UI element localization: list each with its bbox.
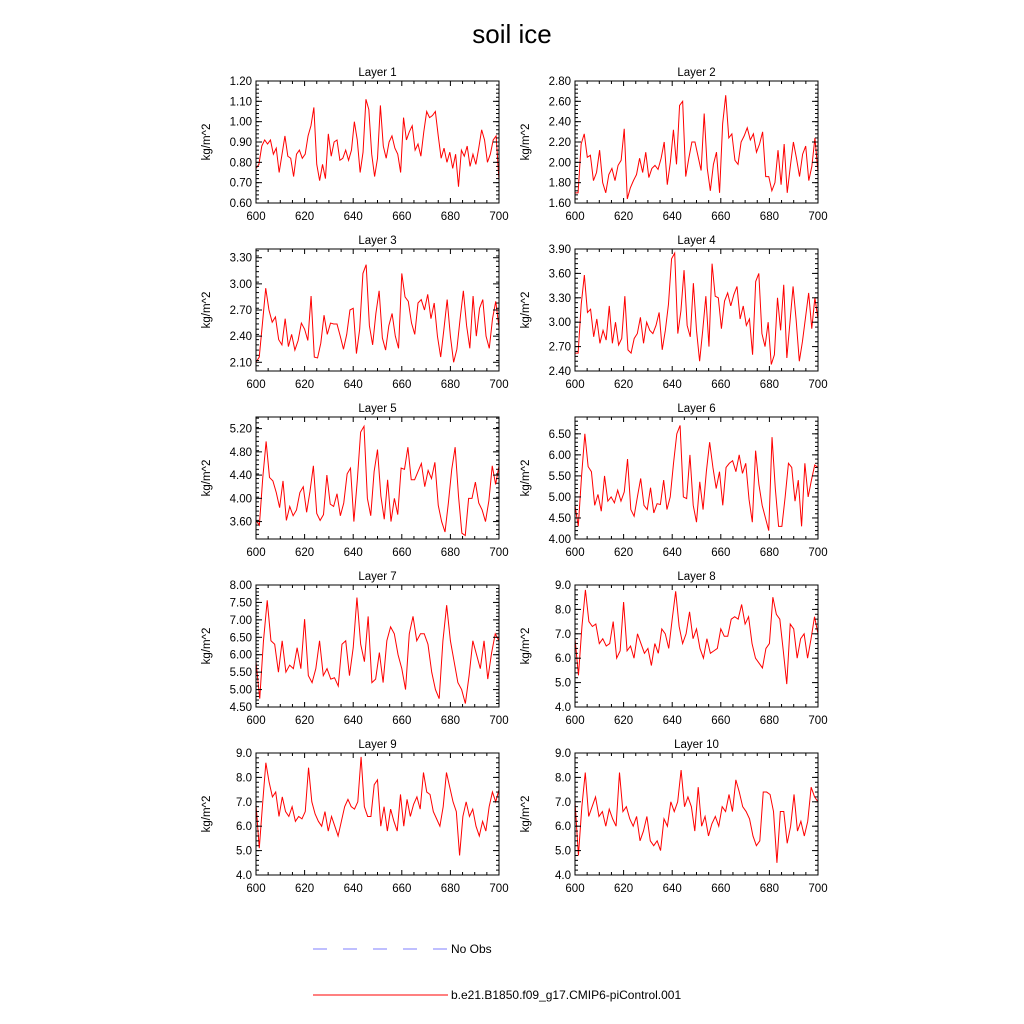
- panel-grid: [201, 67, 828, 895]
- y-tick-label: 1.60: [548, 198, 571, 210]
- y-tick-label: 2.40: [548, 366, 571, 378]
- y-axis-label: kg/m^2: [520, 123, 532, 161]
- y-tick-label: 2.60: [548, 96, 571, 109]
- y-tick-label: 7.0: [555, 628, 571, 641]
- panel-title: Layer 1: [358, 67, 397, 79]
- y-tick-label: 6.00: [548, 449, 571, 462]
- y-tick-label: 3.30: [548, 292, 571, 305]
- y-tick-label: 5.00: [229, 684, 252, 697]
- x-tick-label: 600: [565, 547, 585, 559]
- plot-frame: [256, 81, 499, 203]
- y-tick-label: 3.30: [229, 252, 252, 265]
- x-tick-label: 640: [343, 883, 363, 895]
- x-tick-label: 700: [489, 547, 509, 559]
- x-tick-label: 600: [565, 883, 585, 895]
- series-line: [256, 598, 499, 704]
- plot-frame: [256, 417, 499, 539]
- x-tick-label: 680: [440, 883, 460, 895]
- y-axis-label: kg/m^2: [520, 291, 532, 329]
- x-tick-label: 660: [392, 211, 412, 223]
- legend: [313, 942, 681, 1002]
- x-tick-label: 680: [759, 547, 779, 559]
- y-tick-label: 2.40: [548, 116, 571, 129]
- x-tick-label: 640: [662, 715, 682, 727]
- y-tick-label: 2.10: [229, 357, 252, 370]
- y-axis-label: kg/m^2: [520, 627, 532, 665]
- y-axis-label: kg/m^2: [201, 795, 213, 833]
- y-tick-label: 7.0: [555, 796, 571, 809]
- x-tick-label: 700: [489, 883, 509, 895]
- y-tick-label: 7.00: [229, 614, 252, 627]
- y-tick-label: 0.80: [229, 157, 252, 170]
- y-tick-label: 2.00: [548, 157, 571, 170]
- y-tick-label: 6.0: [555, 821, 571, 834]
- x-tick-label: 640: [662, 883, 682, 895]
- x-tick-label: 600: [565, 211, 585, 223]
- plot-frame: [256, 753, 499, 875]
- x-tick-label: 680: [759, 715, 779, 727]
- y-tick-label: 6.0: [236, 821, 252, 834]
- panel-title: Layer 4: [677, 235, 716, 247]
- x-tick-label: 620: [614, 883, 634, 895]
- y-tick-label: 7.50: [229, 597, 252, 610]
- x-tick-label: 680: [440, 547, 460, 559]
- series-line: [575, 95, 818, 199]
- x-tick-label: 660: [392, 715, 412, 727]
- y-tick-label: 3.00: [548, 317, 571, 330]
- plot-frame: [256, 249, 499, 371]
- x-tick-label: 680: [440, 715, 460, 727]
- y-tick-label: 4.00: [548, 534, 571, 546]
- y-tick-label: 3.60: [229, 516, 252, 529]
- x-tick-label: 680: [759, 379, 779, 391]
- panel-3: [201, 235, 509, 391]
- y-tick-label: 4.50: [548, 512, 571, 525]
- y-tick-label: 2.20: [548, 137, 571, 149]
- x-tick-label: 660: [392, 547, 412, 559]
- panel-title: Layer 7: [358, 571, 397, 583]
- y-tick-label: 2.80: [548, 76, 571, 88]
- y-tick-label: 8.0: [236, 772, 252, 785]
- y-tick-label: 3.90: [548, 244, 571, 256]
- legend-label: b.e21.B1850.f09_g17.CMIP6-piControl.001: [451, 988, 682, 1002]
- x-tick-label: 700: [489, 379, 509, 391]
- x-tick-label: 640: [662, 379, 682, 391]
- y-tick-label: 5.50: [548, 470, 571, 483]
- y-tick-label: 0.70: [229, 177, 252, 190]
- x-tick-label: 680: [759, 211, 779, 223]
- x-tick-label: 600: [246, 379, 266, 391]
- y-tick-label: 1.20: [229, 76, 252, 88]
- x-tick-label: 700: [489, 211, 509, 223]
- panel-title: Layer 5: [358, 403, 397, 415]
- y-tick-label: 1.00: [229, 116, 252, 129]
- panel-6: [520, 403, 828, 559]
- x-tick-label: 700: [808, 211, 828, 223]
- series-line: [256, 757, 499, 856]
- y-tick-label: 5.20: [229, 423, 252, 436]
- panel-title: Layer 9: [358, 739, 397, 751]
- y-tick-label: 1.10: [229, 96, 252, 109]
- x-tick-label: 600: [246, 883, 266, 895]
- x-tick-label: 600: [246, 211, 266, 223]
- y-tick-label: 5.0: [236, 845, 252, 858]
- y-tick-label: 1.80: [548, 177, 571, 190]
- x-tick-label: 680: [440, 379, 460, 391]
- x-tick-label: 660: [392, 883, 412, 895]
- x-tick-label: 620: [295, 211, 315, 223]
- x-tick-label: 700: [808, 715, 828, 727]
- x-tick-label: 680: [759, 883, 779, 895]
- panel-title: Layer 6: [677, 403, 716, 415]
- x-tick-label: 620: [295, 547, 315, 559]
- panel-9: [201, 739, 509, 895]
- series-line: [575, 590, 818, 684]
- x-tick-label: 620: [614, 211, 634, 223]
- panel-10: [520, 739, 828, 895]
- series-line: [575, 425, 818, 530]
- x-tick-label: 600: [565, 715, 585, 727]
- x-tick-label: 600: [565, 379, 585, 391]
- y-axis-label: kg/m^2: [520, 459, 532, 497]
- y-axis-label: kg/m^2: [201, 123, 213, 161]
- x-tick-label: 620: [295, 883, 315, 895]
- series-line: [256, 99, 499, 186]
- y-tick-label: 5.0: [555, 845, 571, 858]
- y-tick-label: 9.0: [555, 748, 571, 760]
- x-tick-label: 660: [392, 379, 412, 391]
- y-tick-label: 4.50: [229, 702, 252, 714]
- y-tick-label: 9.0: [236, 748, 252, 760]
- panel-2: [520, 67, 828, 223]
- x-tick-label: 620: [295, 715, 315, 727]
- series-line: [256, 426, 499, 535]
- y-axis-label: kg/m^2: [520, 795, 532, 833]
- y-axis-label: kg/m^2: [201, 459, 213, 497]
- x-tick-label: 600: [246, 715, 266, 727]
- y-tick-label: 6.00: [229, 649, 252, 662]
- panel-8: [520, 571, 828, 727]
- x-tick-label: 600: [246, 547, 266, 559]
- x-tick-label: 700: [808, 547, 828, 559]
- y-tick-label: 6.50: [229, 632, 252, 645]
- y-tick-label: 5.0: [555, 677, 571, 690]
- y-tick-label: 4.0: [555, 702, 571, 714]
- series-line: [575, 253, 818, 364]
- x-tick-label: 620: [614, 547, 634, 559]
- y-tick-label: 9.0: [555, 580, 571, 592]
- y-tick-label: 4.80: [229, 446, 252, 459]
- x-tick-label: 640: [662, 211, 682, 223]
- y-tick-label: 6.0: [555, 653, 571, 666]
- y-tick-label: 8.00: [229, 580, 252, 592]
- x-tick-label: 700: [808, 883, 828, 895]
- y-tick-label: 2.70: [229, 305, 252, 317]
- x-tick-label: 660: [711, 211, 731, 223]
- series-line: [256, 265, 499, 363]
- x-tick-label: 640: [343, 379, 363, 391]
- y-tick-label: 0.60: [229, 198, 252, 210]
- y-tick-label: 4.00: [229, 493, 252, 506]
- x-tick-label: 620: [295, 379, 315, 391]
- panel-4: [520, 235, 828, 391]
- panel-title: Layer 2: [677, 67, 716, 79]
- panel-1: [201, 67, 509, 223]
- y-tick-label: 2.70: [548, 341, 571, 354]
- panel-title: Layer 8: [677, 571, 716, 583]
- panel-title: Layer 3: [358, 235, 397, 247]
- y-tick-label: 8.0: [555, 772, 571, 785]
- y-tick-label: 7.0: [236, 796, 252, 809]
- panel-7: [201, 571, 509, 727]
- x-tick-label: 640: [343, 211, 363, 223]
- x-tick-label: 620: [614, 379, 634, 391]
- y-tick-label: 4.0: [236, 870, 252, 882]
- chart-title: soil ice: [472, 19, 552, 49]
- plot-frame: [575, 585, 818, 707]
- x-tick-label: 700: [808, 379, 828, 391]
- x-tick-label: 680: [440, 211, 460, 223]
- y-tick-label: 0.90: [229, 137, 252, 149]
- y-tick-label: 8.0: [555, 604, 571, 617]
- y-tick-label: 3.60: [548, 268, 571, 281]
- y-tick-label: 3.00: [229, 278, 252, 291]
- x-tick-label: 700: [489, 715, 509, 727]
- y-tick-label: 4.40: [229, 470, 252, 483]
- panel-title: Layer 10: [674, 739, 719, 751]
- y-axis-label: kg/m^2: [201, 627, 213, 665]
- series-line: [575, 770, 818, 863]
- y-tick-label: 2.40: [229, 331, 252, 344]
- plot-frame: [256, 585, 499, 707]
- x-tick-label: 660: [711, 547, 731, 559]
- x-tick-label: 660: [711, 715, 731, 727]
- x-tick-label: 640: [343, 547, 363, 559]
- y-axis-label: kg/m^2: [201, 291, 213, 329]
- panel-5: [201, 403, 509, 559]
- legend-label: No Obs: [451, 942, 492, 956]
- x-tick-label: 620: [614, 715, 634, 727]
- x-tick-label: 640: [343, 715, 363, 727]
- x-tick-label: 640: [662, 547, 682, 559]
- x-tick-label: 660: [711, 379, 731, 391]
- x-tick-label: 660: [711, 883, 731, 895]
- y-tick-label: 5.50: [229, 667, 252, 680]
- y-tick-label: 6.50: [548, 428, 571, 441]
- y-tick-label: 5.00: [548, 491, 571, 504]
- y-tick-label: 4.0: [555, 870, 571, 882]
